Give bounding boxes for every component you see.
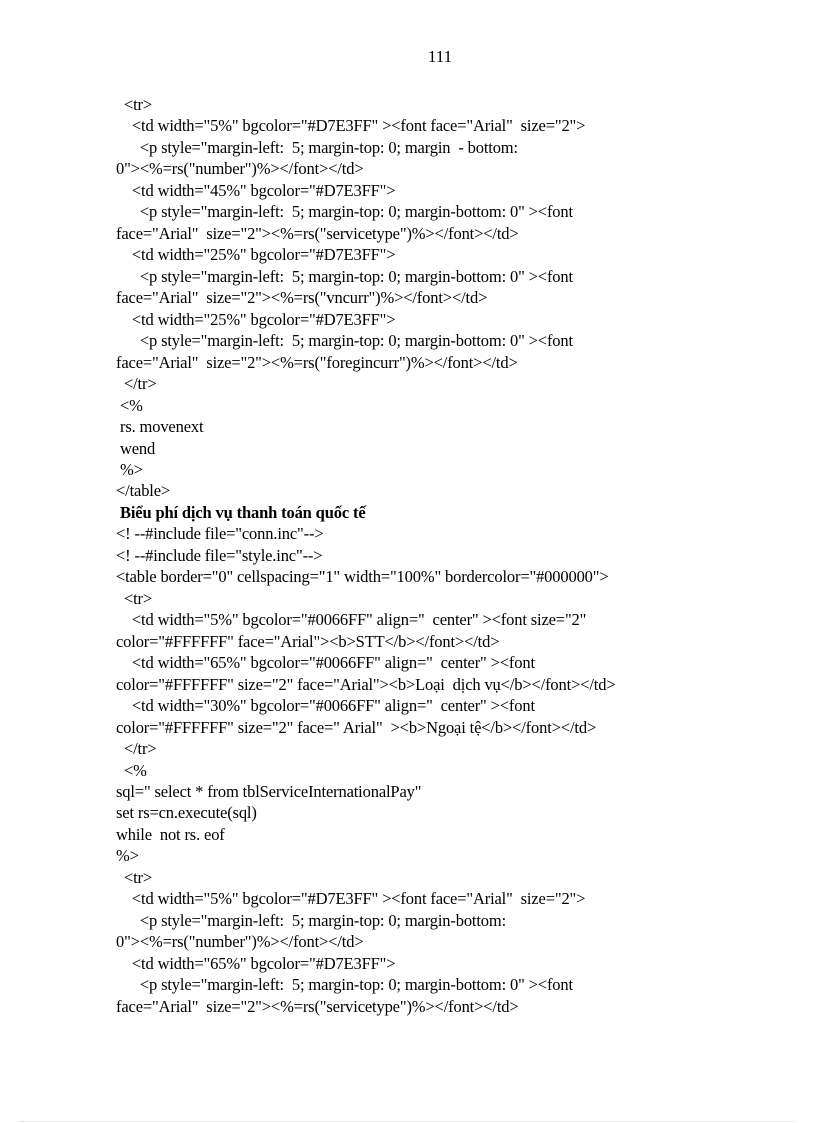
code-line: <td width="5%" bgcolor="#D7E3FF" ><font face="Arial" size="2">	[116, 116, 586, 136]
page-bottom-divider	[20, 1121, 796, 1122]
code-line: face="Arial" size="2"><%=rs("servicetype")%></font></td>	[116, 996, 519, 1016]
code-line: </table>	[116, 481, 171, 501]
code-line: <p style="margin-left: 5; margin-top: 0; margin-bottom:	[116, 910, 507, 930]
code-line: <tr>	[116, 588, 153, 608]
code-line: <td width="30%" bgcolor="#0066FF" align=" center" ><font	[116, 696, 535, 716]
code-line: <%	[116, 760, 147, 780]
code-line: <p style="margin-left: 5; margin-top: 0; margin-bottom: 0" ><font	[116, 266, 573, 286]
code-line: set rs=cn.execute(sql)	[116, 803, 257, 823]
code-line: 0"><%=rs("number")%></font></td>	[116, 159, 364, 179]
code-line: %>	[116, 846, 139, 866]
code-line: face="Arial" size="2"><%=rs("vncurr")%></font></td>	[116, 288, 488, 308]
code-line: <p style="margin-left: 5; margin-top: 0; margin-bottom: 0" ><font	[116, 331, 573, 351]
code-line: <td width="25%" bgcolor="#D7E3FF">	[116, 245, 396, 265]
code-line: <td width="25%" bgcolor="#D7E3FF">	[116, 309, 396, 329]
code-line: <table border="0" cellspacing="1" width="100%" bordercolor="#000000">	[116, 567, 609, 587]
code-line: <td width="65%" bgcolor="#0066FF" align=" center" ><font	[116, 653, 535, 673]
code-line: <td width="45%" bgcolor="#D7E3FF">	[116, 180, 396, 200]
code-line: <p style="margin-left: 5; margin-top: 0; margin-bottom: 0" ><font	[116, 202, 573, 222]
code-listing	[116, 94, 756, 1017]
code-line: while not rs. eof	[116, 824, 225, 844]
code-line: %>	[116, 459, 143, 479]
code-line: <! --#include file="conn.inc"-->	[116, 524, 324, 544]
code-line: <td width="65%" bgcolor="#D7E3FF">	[116, 953, 396, 973]
code-line: face="Arial" size="2"><%=rs("servicetype")%></font></td>	[116, 223, 519, 243]
code-line: <p style="margin-left: 5; margin-top: 0; margin - bottom:	[116, 137, 518, 157]
section-heading: Biểu phí dịch vụ thanh toán quốc tế	[116, 502, 366, 522]
code-line: rs. movenext	[116, 417, 204, 437]
code-line: </tr>	[116, 739, 157, 759]
code-line: face="Arial" size="2"><%=rs("foregincurr")%></font></td>	[116, 352, 518, 372]
code-line: 0"><%=rs("number")%></font></td>	[116, 932, 364, 952]
code-line: </tr>	[116, 374, 157, 394]
code-line: <td width="5%" bgcolor="#D7E3FF" ><font face="Arial" size="2">	[116, 889, 586, 909]
code-line: <tr>	[116, 867, 153, 887]
code-line: <! --#include file="style.inc"-->	[116, 545, 323, 565]
code-line: wend	[116, 438, 156, 458]
code-line: color="#FFFFFF" face="Arial"><b>STT</b></font></td>	[116, 631, 500, 651]
code-line: color="#FFFFFF" size="2" face=" Arial" ><b>Ngoại tệ</b></font></td>	[116, 717, 597, 737]
code-line: sql=" select * from tblServiceInternationalPay"	[116, 782, 422, 801]
code-line: <tr>	[116, 95, 153, 114]
code-line: <td width="5%" bgcolor="#0066FF" align=" center" ><font size="2"	[116, 610, 587, 630]
code-line: <p style="margin-left: 5; margin-top: 0; margin-bottom: 0" ><font	[116, 975, 573, 995]
code-line: <%	[116, 395, 143, 415]
page-number: 111	[427, 47, 453, 66]
code-line: color="#FFFFFF" size="2" face="Arial"><b>Loại dịch vụ</b></font></td>	[116, 674, 616, 694]
